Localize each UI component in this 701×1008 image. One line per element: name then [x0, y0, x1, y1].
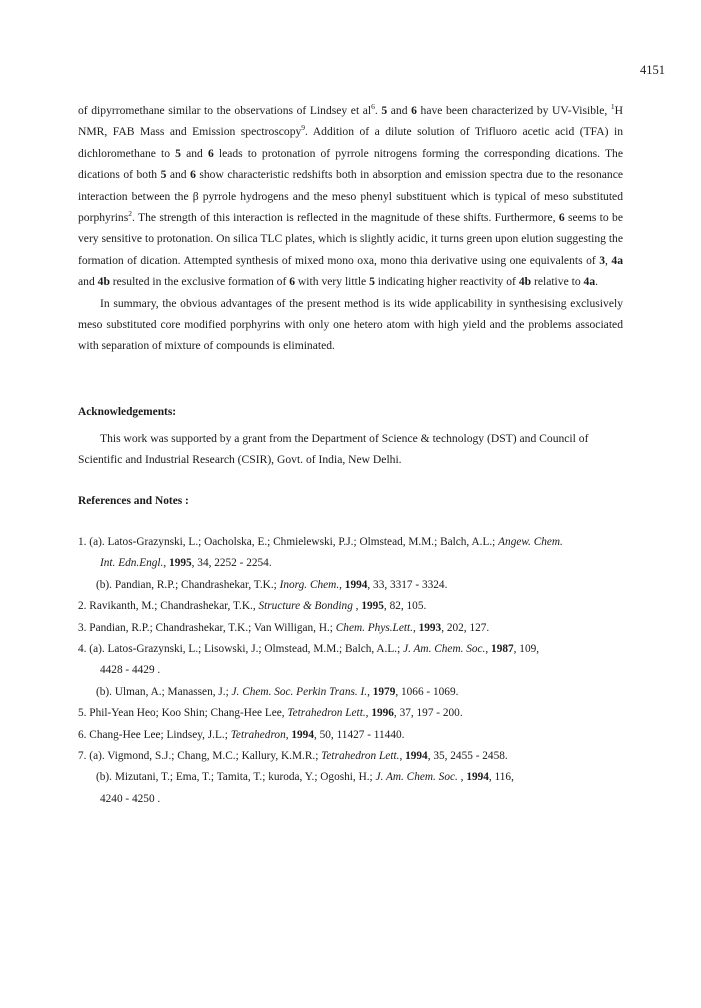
references-heading: References and Notes :: [78, 495, 189, 507]
reference-7b: (b). Mizutani, T.; Ema, T.; Tamita, T.; kuroda, Y.; Ogoshi, H.; J. Am. Chem. Soc. , 1994, 116,: [96, 771, 514, 784]
reference-2: 2. Ravikanth, M.; Chandrashekar, T.K., Structure & Bonding , 1995, 82, 105.: [78, 600, 427, 613]
reference-4a: 4. (a). Latos-Grazynski, L.; Lisowski, J.; Olmstead, M.M.; Balch, A.L.; J. Am. Chem. Soc., 1987, 109,: [78, 643, 540, 656]
paragraph-1: of dipyrromethane similar to the observations of Lindsey et $al^6$. 5 and 6 have been characterized by UV-Visible, $^1$H NMR, FAB Mass and Emission spectroscopy$^9$. Addition of a dilute solution of Trifluoro acetic acid (TFA) in dichloromethane to 5 and 6 leads to protonation of pyrrole nitrogens forming the corresponding dications. The dications of both 5 and 6 show characteristic redshifts both in absorption and emission spectra due to the resonance interaction between the β pyrrole hydrogens and the meso phenyl substituent which is typical of meso substituted porphyrins$^2$. The strength of this interaction is reflected in the magnitude of these shifts. Furthermore, 6 seems to be very sensitive to protonation. On silica TLC plates, which is slightly acidic, it turns green upon elution suggesting the formation of dication. Attempted synthesis of mixed mono oxa, mono thia derivative using one equivalents of 3, 4a and 4b resulted in the exclusive formation of 6 with very little 5 indicating higher reactivity of 4b relative to 4a.: [78, 102, 624, 289]
reference-4a-cont: 4428 - 4429 .: [100, 664, 161, 677]
paragraph-2: In summary, the obvious advantages of the present method is its wide applicability in synthesising exclusively meso substituted core modified porphyrins with only one hetero atom with high yield and the problems associated with separation of mixture of compounds is eliminated.: [78, 296, 623, 353]
acknowledgements-heading: Acknowledgements:: [78, 406, 177, 418]
reference-5: 5. Phil-Yean Heo; Koo Shin; Chang-Hee Lee, Tetrahedron Lett., 1996, 37, 197 - 200.: [78, 707, 463, 720]
reference-list: [78, 532, 638, 810]
reference-1a-cont: Int. Edn.Engl., 1995, 34, 2252 - 2254.: [100, 557, 272, 570]
page-number: 4151: [640, 63, 665, 77]
reference-1a: 1. (a). Latos-Grazynski, L.; Oacholska, E.; Chmielewski, P.J.; Olmstead, M.M.; Balch, A.L.; Angew. Chem.: [78, 536, 563, 548]
body-text: [78, 100, 623, 357]
reference-6: 6. Chang-Hee Lee; Lindsey, J.L.; Tetrahedron, 1994, 50, 11427 - 11440.: [78, 728, 405, 741]
reference-7a: 7. (a). Vigmond, S.J.; Chang, M.C.; Kallury, K.M.R.; Tetrahedron Lett., 1994, 35, 2455 - 2458.: [78, 750, 508, 763]
reference-3: 3. Pandian, R.P.; Chandrashekar, T.K.; Van Willigan, H.; Chem. Phys.Lett., 1993, 202, 127.: [78, 621, 490, 634]
acknowledgements-text: This work was supported by a grant from the Department of Science & technology (DST) and Council of Scientific and Industrial Research (CSIR), Govt. of India, New Delhi.: [78, 432, 589, 467]
reference-7b-cont: 4240 - 4250 .: [100, 792, 161, 805]
reference-1b: (b). Pandian, R.P.; Chandrashekar, T.K.; Inorg. Chem., 1994, 33, 3317 - 3324.: [96, 578, 448, 591]
reference-4b: (b). Ulman, A.; Manassen, J.; J. Chem. Soc. Perkin Trans. I., 1979, 1066 - 1069.: [96, 685, 459, 698]
